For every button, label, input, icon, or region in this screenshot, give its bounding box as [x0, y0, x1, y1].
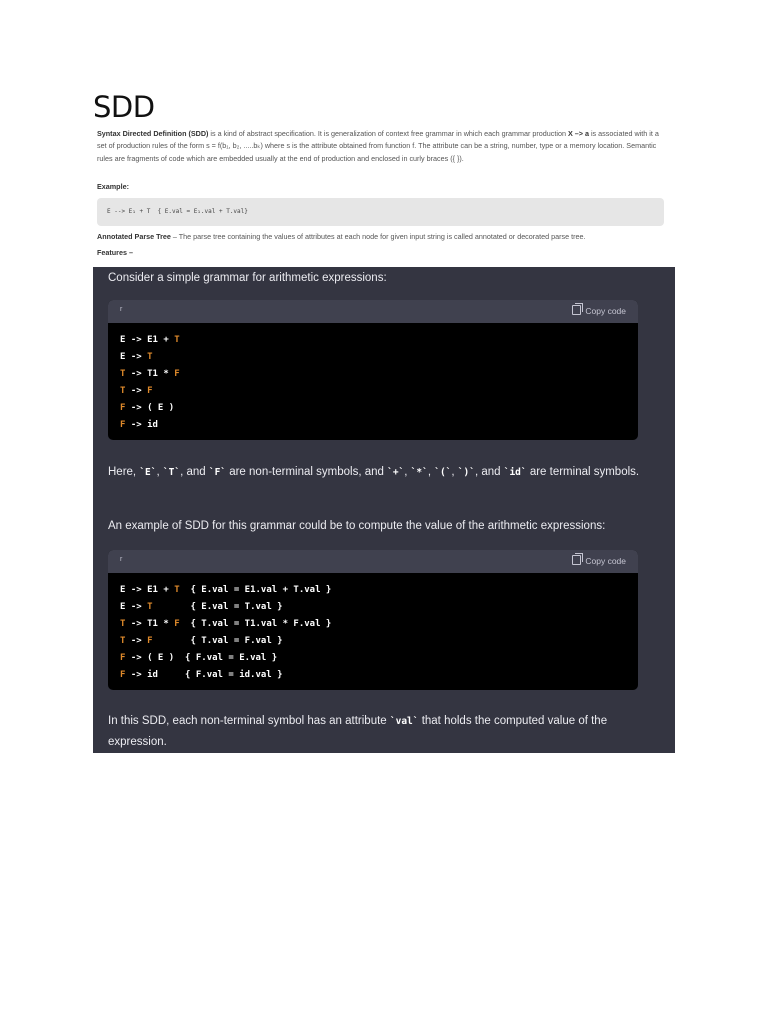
chat-intro: Consider a simple grammar for arithmetic expressions:: [108, 272, 387, 284]
copy-code-button[interactable]: Copy code: [572, 305, 626, 316]
code-line: T -> F: [120, 386, 153, 396]
sdd-term: Syntax Directed Definition (SDD): [97, 129, 209, 138]
page-title: SDD: [93, 90, 155, 124]
code-line: F -> id: [120, 420, 158, 430]
code-line: T -> T1 * F: [120, 369, 180, 379]
code-language-label: r: [120, 306, 123, 313]
code-block-header: [108, 300, 638, 323]
code-line: E -> E1 + T: [120, 335, 180, 345]
code-line: E -> E1 + T { E.val = E1.val + T.val }: [120, 585, 332, 595]
code-line: F -> id { F.val = id.val }: [120, 670, 283, 680]
grammar-code: [108, 323, 638, 440]
copy-icon: [572, 555, 581, 565]
code-line: T -> T1 * F { T.val = T1.val * F.val }: [120, 619, 332, 629]
copy-icon: [572, 305, 581, 315]
sdd-code-block: [108, 550, 638, 690]
annotated-parse-tree-paragraph: Annotated Parse Tree – The parse tree containing the values of attributes at each node for given input string is called annotated or decorated parse tree.: [97, 232, 586, 241]
example-code-block: [97, 198, 664, 226]
chat-paragraph-symbols: Here, `E`, `T`, and `F` are non-terminal symbols, and `+`, `*`, `(`, `)`, and `id` are terminal symbols.: [108, 466, 640, 478]
production-term: X –> a: [567, 129, 589, 138]
features-label: Features –: [97, 248, 133, 257]
intro-paragraph: Syntax Directed Definition (SDD) is a kind of abstract specification. It is generalization of context free grammar in which each grammar production X –> a is associated with it a set of production rules of the form s = f(b₁, b₂, .....bₖ) where s is the attribute obtained from function f. The attribute can be a string, number, type or a memory location. Semantic rules are fragments of code which are embedded usually at the end of production and enclosed in curly braces ({ }).: [97, 129, 659, 163]
code-line: F -> ( E ): [120, 403, 175, 413]
example-code: E --> E₁ + T { E.val = E₁.val + T.val}: [107, 208, 248, 215]
example-label: Example:: [97, 182, 129, 191]
code-block-header: [108, 550, 638, 573]
code-language-label: r: [120, 556, 123, 563]
sdd-code: [108, 573, 638, 690]
chat-paragraph-val: In this SDD, each non-terminal symbol has an attribute `val` that holds the computed value of the expression.: [108, 715, 608, 748]
code-line: E -> T: [120, 352, 153, 362]
code-line: T -> F { T.val = F.val }: [120, 636, 283, 646]
code-line: E -> T { E.val = T.val }: [120, 602, 283, 612]
chat-screenshot: [93, 267, 675, 753]
copy-code-button[interactable]: Copy code: [572, 555, 626, 566]
grammar-code-block: [108, 300, 638, 440]
chat-paragraph-sdd-example: An example of SDD for this grammar could be to compute the value of the arithmetic expressions:: [108, 520, 606, 532]
code-line: F -> ( E ) { F.val = E.val }: [120, 653, 278, 663]
